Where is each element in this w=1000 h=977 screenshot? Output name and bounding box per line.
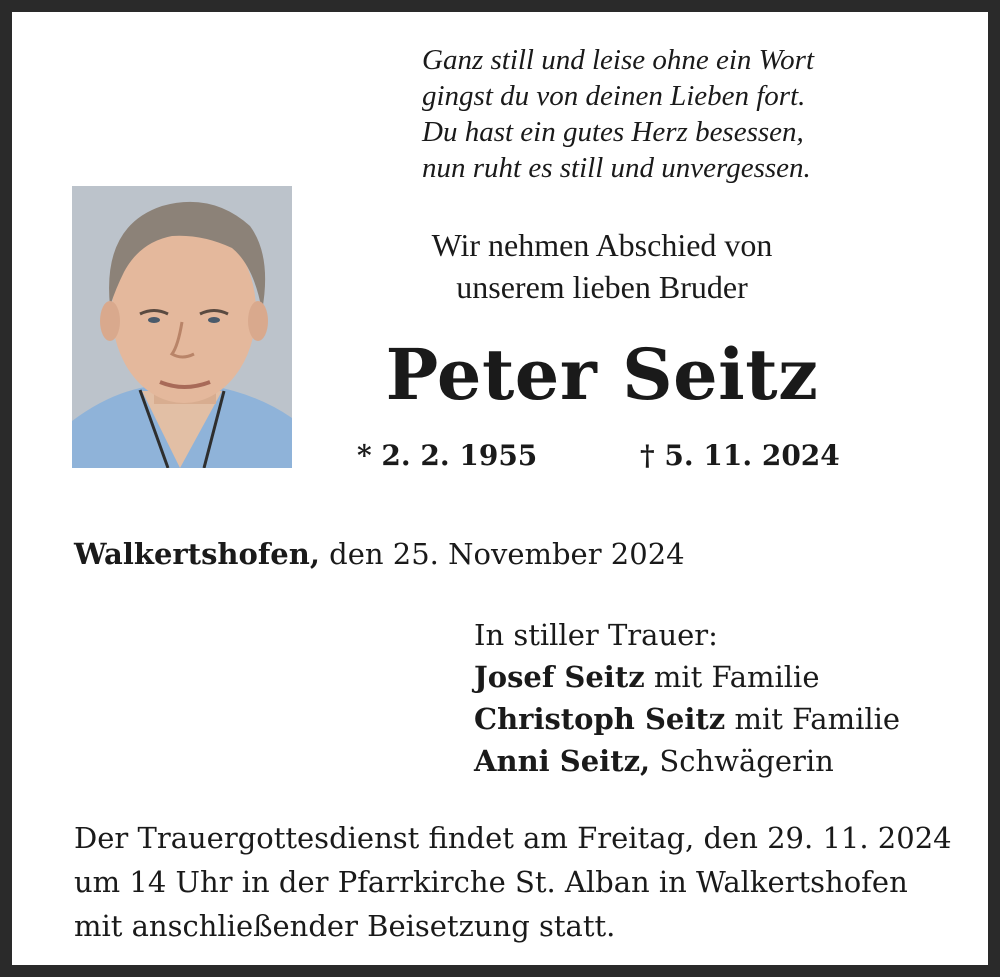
poem-line: gingst du von deinen Lieben fort. (422, 80, 806, 112)
service-line: mit anschließender Beisetzung statt. (74, 909, 616, 943)
intro-line: unserem lieben Bruder (456, 269, 748, 305)
place-and-date (74, 532, 685, 576)
portrait-illustration (72, 186, 292, 468)
birth-date: * 2. 2. 1955 (357, 439, 538, 472)
mourner-name: Anni Seitz, (474, 744, 651, 778)
service-line: Der Trauergottesdienst findet am Freitag, den 29. 11. 2024 (74, 821, 952, 855)
poem-line: nun ruht es still und unvergessen. (422, 152, 811, 184)
mourner-entry (474, 698, 900, 740)
mourner-relation: mit Familie (653, 660, 820, 694)
mourners-list (474, 614, 900, 782)
mourner-entry (474, 740, 900, 782)
mourners-heading: In stiller Trauer: (474, 618, 718, 652)
deceased-name: Peter Seitz (385, 333, 819, 416)
farewell-intro (342, 224, 862, 308)
mourner-name: Christoph Seitz (474, 702, 726, 736)
mourner-relation: mit Familie (734, 702, 901, 736)
poem-line: Du hast ein gutes Herz besessen, (422, 116, 804, 148)
memorial-poem (422, 42, 982, 186)
service-line: um 14 Uhr in der Pfarrkirche St. Alban in Walkertshofen (74, 865, 908, 899)
intro-line: Wir nehmen Abschied von (431, 227, 773, 263)
funeral-service-info (74, 816, 974, 948)
mourner-relation: Schwägerin (659, 744, 834, 778)
mourner-entry (474, 656, 900, 698)
place-name: Walkertshofen, (74, 537, 320, 571)
death-date: † 5. 11. 2024 (640, 439, 840, 472)
portrait-photo (72, 186, 292, 468)
poem-line: Ganz still und leise ohne ein Wort (422, 44, 815, 76)
mourner-name: Josef Seitz (474, 660, 645, 694)
notice-date: den 25. November 2024 (329, 537, 685, 571)
